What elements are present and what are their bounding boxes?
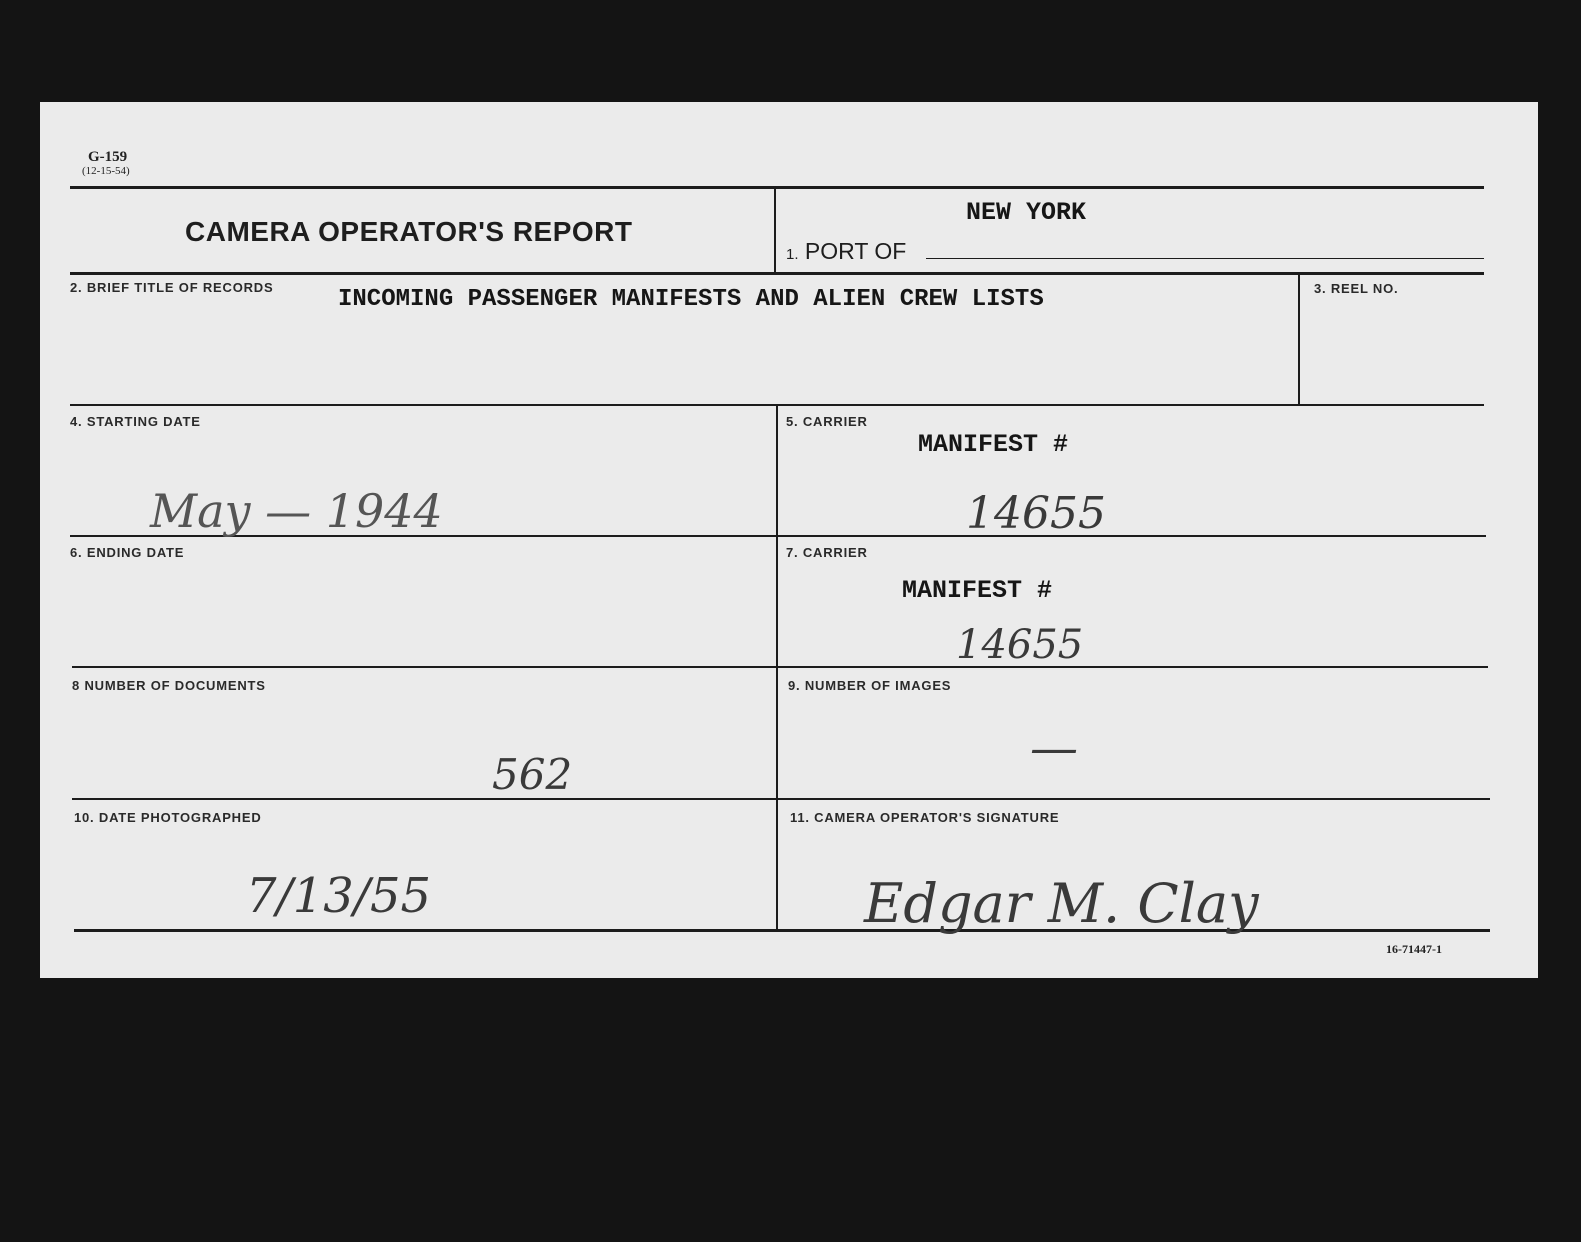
row4-rule [72, 666, 1488, 668]
signature-label: 11. CAMERA OPERATOR'S SIGNATURE [790, 810, 1060, 825]
date-photographed-value: 7/13/55 [246, 868, 432, 924]
starting-date-value: May — 1944 [150, 484, 443, 538]
carrier-end-typed: MANIFEST # [902, 576, 1053, 605]
port-number: 1. [786, 246, 799, 263]
header-divider [774, 186, 776, 274]
port-label: PORT OF [804, 238, 907, 264]
report-card [40, 102, 1538, 978]
brief-title-value: INCOMING PASSENGER MANIFESTS AND ALIEN CREW LISTS [338, 286, 1044, 313]
reel-no-label: 3. REEL NO. [1314, 281, 1399, 296]
middle-divider [776, 406, 778, 932]
signature-value: Edgar M. Clay [864, 872, 1259, 935]
carrier-start-typed: MANIFEST # [918, 430, 1069, 459]
report-title: CAMERA OPERATOR'S REPORT [185, 216, 633, 247]
form-revision: (12-15-54) [82, 165, 130, 177]
carrier-start-value: 14655 [966, 488, 1106, 539]
row5-rule [72, 798, 1490, 800]
port-value: NEW YORK [966, 198, 1087, 227]
footer-code: 16-71447-1 [1386, 942, 1442, 956]
form-code: G-159 [88, 149, 128, 165]
port-label-group [786, 238, 906, 265]
num-documents-label: 8 NUMBER OF DOCUMENTS [72, 678, 266, 693]
date-photographed-label: 10. DATE PHOTOGRAPHED [74, 810, 262, 825]
starting-date-label: 4. STARTING DATE [70, 414, 201, 429]
num-images-value: — [1030, 720, 1078, 776]
num-images-label: 9. NUMBER OF IMAGES [788, 678, 952, 693]
bottom-rule [74, 929, 1490, 932]
header-bottom-rule [70, 272, 1484, 275]
num-documents-value: 562 [492, 750, 573, 799]
carrier-end-label: 7. CARRIER [786, 545, 868, 560]
reel-divider [1298, 274, 1300, 406]
top-rule [70, 186, 1484, 189]
brief-title-label: 2. BRIEF TITLE OF RECORDS [70, 280, 274, 295]
carrier-end-value: 14655 [956, 622, 1084, 668]
port-underline [926, 258, 1484, 259]
ending-date-label: 6. ENDING DATE [70, 545, 185, 560]
form-code-block [82, 149, 130, 178]
carrier-start-label: 5. CARRIER [786, 414, 868, 429]
